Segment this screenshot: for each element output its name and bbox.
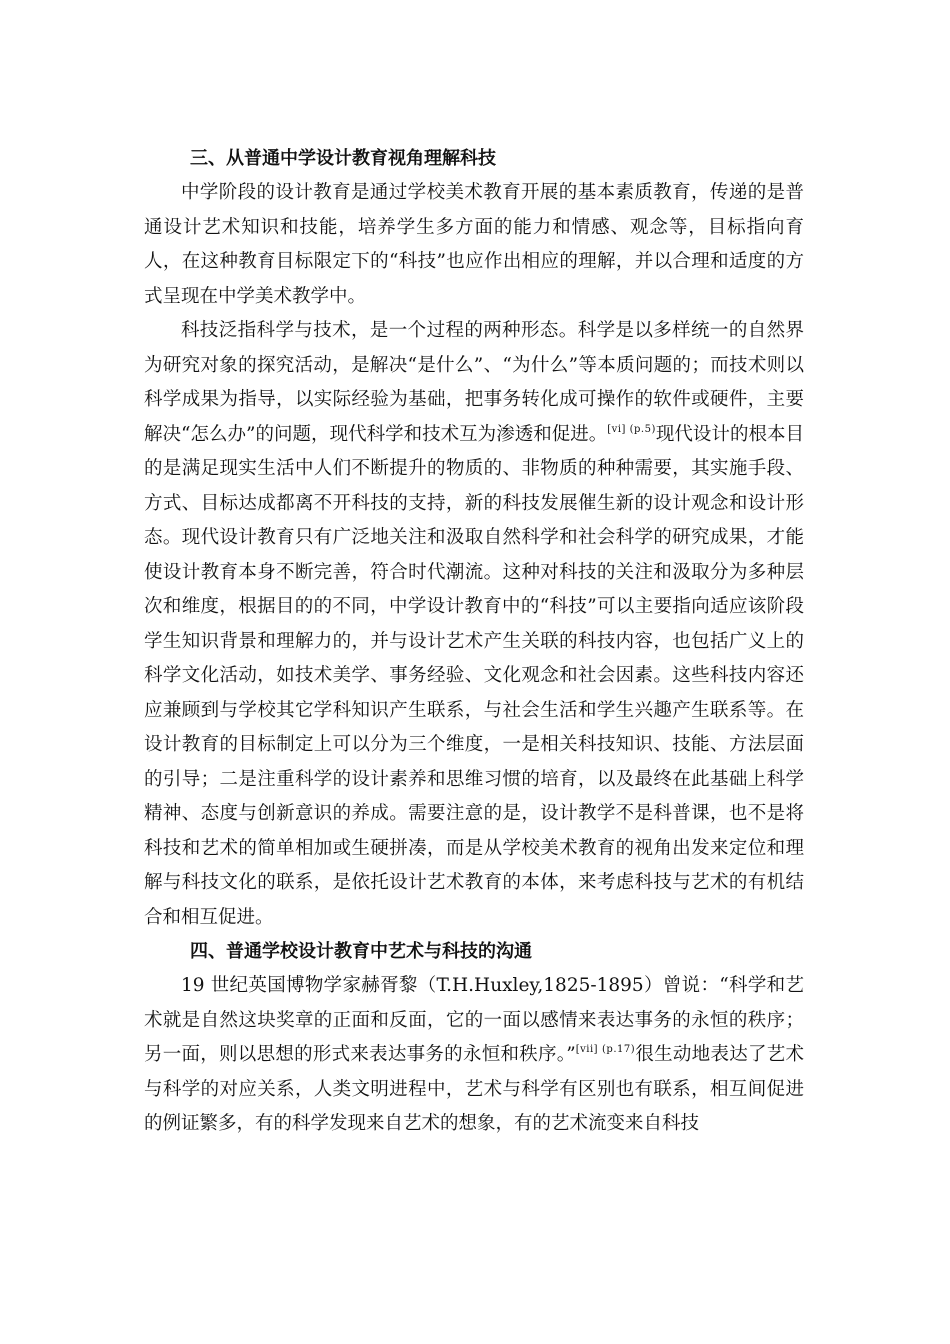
document-page bbox=[144, 142, 804, 1142]
section-3-paragraph-2-text-a: 科技泛指科学与技术，是一个过程的两种形态。科学是以多样统一的自然界为研究对象的探究活动，是解决“是什么”、“为什么”等本质问题的；而技术则以科学成果为指导，以实际经验为基础，把事务转化成可操作的软件或硬件，主要解决“怎么办”的问题，现代科学和技术互为渗透和促进。 bbox=[144, 320, 804, 445]
section-3-heading: 三、从普通中学设计教育视角理解科技 bbox=[190, 148, 496, 169]
section-3-paragraph-1: 中学阶段的设计教育是通过学校美术教育开展的基本素质教育，传递的是普通设计艺术知识和技能，培养学生多方面的能力和情感、观念等，目标指向育人，在这种教育目标限定下的“科技”也应作出相应的理解，并以合理和适度的方式呈现在中学美术教学中。 bbox=[144, 182, 804, 307]
section-4-paragraph-1-text-a: 19 世纪英国博物学家赫胥黎（T.H.Huxley,1825-1895）曾说：“科学和艺术就是自然这块奖章的正面和反面，它的一面以感情来表达事务的永恒的秩序；另一面，则以思想的形式来表达事务的永恒和秩序。” bbox=[144, 975, 804, 1065]
section-3-paragraph-2 bbox=[144, 314, 804, 935]
section-4-heading: 四、普通学校设计教育中艺术与科技的沟通 bbox=[190, 941, 532, 962]
section-3-paragraph-2-text-b: 现代设计的根本目的是满足现实生活中人们不断提升的物质的、非物质的种种需要，其实施手段、方式、目标达成都离不开科技的支持，新的科技发展催生新的设计观念和设计形态。现代设计教育只有广泛地关注和汲取自然科学和社会科学的研究成果，才能使设计教育本身不断完善，符合时代潮流。这种对科技的关注和汲取分为多种层次和维度，根据目的的不同，中学设计教育中的“科技”可以主要指向适应该阶段学生知识背景和理解力的，并与设计艺术产生关联的科技内容，也包括广义上的科学文化活动，如技术美学、事务经验、文化观念和社会因素。这些科技内容还应兼顾到与学校其它学科知识产生联系，与社会生活和学生兴趣产生联系等。在设计教育的目标制定上可以分为三个维度，一是相关科技知识、技能、方法层面的引导；二是注重科学的设计素养和思维习惯的培育，以及最终在此基础上科学精神、态度与创新意识的养成。需要注意的是，设计教学不是科普课，也不是将科技和艺术的简单相加或生硬拼凑，而是从学校美术教育的视角出发来定位和理解与科技文化的联系，是依托设计艺术教育的本体，来考虑科技与艺术的有机结合和相互促进。 bbox=[144, 423, 804, 928]
section-4-paragraph-1-text-b: 很生动地表达了艺术与科学的对应关系，人类文明进程中，艺术与科学有区别也有联系，相互间促进的例证繁多，有的科学发现来自艺术的想象，有的艺术流变来自科技 bbox=[144, 1044, 804, 1134]
section-4-paragraph-1 bbox=[144, 969, 804, 1142]
citation-vii: [vii] (p.17) bbox=[575, 1044, 636, 1055]
citation-vi: [vi] (p.5) bbox=[607, 423, 656, 435]
